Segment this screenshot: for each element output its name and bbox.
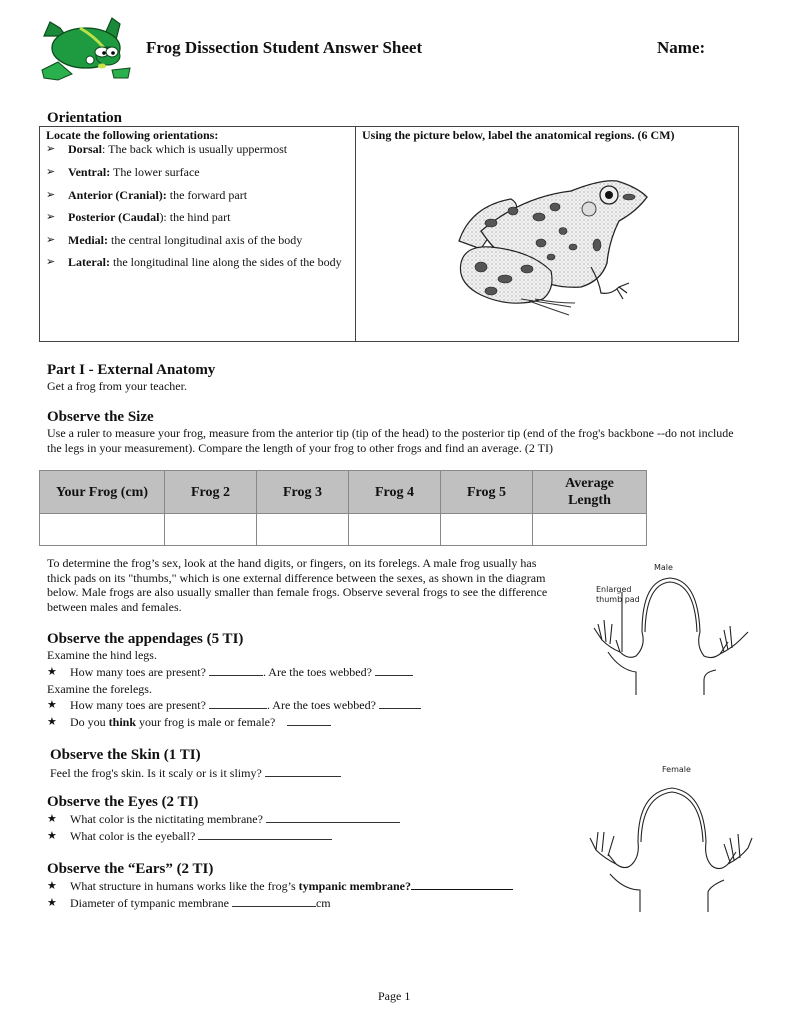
fore-toes-count-blank[interactable] (209, 697, 267, 709)
list-item: ➢ Posterior (Caudal): the hind part (46, 206, 349, 229)
list-item: ★ Do you think your frog is male or female? (47, 714, 421, 731)
list-item: ➢ Anterior (Cranial): the forward part (46, 184, 349, 207)
list-item: ★ Diameter of tympanic membrane cm (47, 896, 331, 910)
list-item: ★ How many toes are present? . Are the toes webbed? (47, 697, 421, 714)
column-header-frog-2: Frog 2 (165, 471, 257, 514)
frog-4-cell[interactable] (349, 514, 441, 546)
name-label: Name: (657, 38, 706, 57)
list-item: ➢ Ventral: The lower surface (46, 161, 349, 184)
arrow-bullet-icon: ➢ (46, 143, 56, 155)
thumb-pad-label: Enlarged thumb pad (596, 585, 640, 604)
forelegs-questions (47, 697, 421, 731)
frog-5-cell[interactable] (441, 514, 533, 546)
ears-heading: Observe the “Ears” (2 TI) (47, 861, 214, 877)
male-forelimb-diagram (580, 560, 760, 720)
size-table (39, 470, 647, 546)
list-item: ➢ Medial: the central longitudinal axis of the body (46, 229, 349, 252)
page-number: Page 1 (378, 989, 411, 1003)
ears-questions (47, 878, 513, 912)
hind-legs-questions (47, 664, 413, 681)
female-label: Female (662, 765, 691, 774)
list-item: ★ What structure in humans works like the frog’s tympanic membrane? (47, 878, 513, 895)
orientation-list-cell (40, 127, 356, 341)
hind-legs-instruction: Examine the hind legs. (47, 648, 157, 662)
tympanic-structure-blank[interactable] (411, 878, 513, 890)
labeling-instruction: Using the picture below, label the anatomical regions. (6 CM) (362, 128, 675, 142)
average-length-cell[interactable] (533, 514, 647, 546)
male-label: Male (654, 563, 673, 572)
leopard-frog-illustration-icon (451, 171, 661, 326)
appendages-heading: Observe the appendages (5 TI) (47, 631, 244, 647)
orientation-heading: Orientation (47, 110, 122, 126)
page-title: Frog Dissection Student Answer Sheet (146, 38, 423, 57)
orientation-left-heading: Locate the following orientations: (46, 128, 219, 142)
orientation-table (39, 126, 739, 342)
column-header-frog-5: Frog 5 (441, 471, 533, 514)
list-item: ➢ Lateral: the longitudinal line along the sides of the body (46, 251, 349, 274)
star-bullet-icon: ★ (47, 813, 57, 825)
table-header-row (40, 471, 647, 514)
star-bullet-icon: ★ (47, 880, 57, 892)
your-frog-cell[interactable] (40, 514, 165, 546)
star-bullet-icon: ★ (47, 897, 57, 909)
orientation-list (46, 142, 349, 274)
female-forelimb-diagram (580, 762, 760, 922)
star-bullet-icon: ★ (47, 716, 57, 728)
skin-question: Feel the frog's skin. Is it scaly or is it slimy? (50, 765, 341, 781)
column-header-average-length: Average Length (533, 471, 647, 514)
table-row (40, 514, 647, 546)
arrow-bullet-icon: ➢ (46, 233, 56, 246)
list-item: ★ What color is the nictitating membrane? (47, 811, 400, 828)
skin-heading: Observe the Skin (1 TI) (50, 747, 201, 763)
skin-answer-blank[interactable] (265, 765, 341, 777)
star-bullet-icon: ★ (47, 830, 57, 842)
part1-instruction: Get a frog from your teacher. (47, 379, 187, 393)
column-header-your-frog: Your Frog (cm) (40, 471, 165, 514)
labeling-cell (356, 127, 738, 341)
size-instruction: Use a ruler to measure your frog, measure from the anterior tip (tip of the head) to the posterior tip (end of the frog's backbone --do not include the legs in your measurement). Compare the length of your frog to other frogs and find an average. (2 TI) (47, 426, 734, 455)
sex-determination-text: To determine the frog’s sex, look at the hand digits, or fingers, on its forelegs. A male frog usually has thick pads on its "thumbs," which is one external difference between the sexes, as shown in the diagram below. Male frogs are also usually smaller than female frogs. Observe several frogs to see the difference between males and females. (47, 556, 548, 615)
eyeball-color-blank[interactable] (198, 828, 332, 840)
column-header-frog-4: Frog 4 (349, 471, 441, 514)
star-bullet-icon: ★ (47, 699, 57, 711)
list-item: ➢ Dorsal: The back which is usually uppermost (46, 142, 288, 156)
list-item: ★ What color is the eyeball? (47, 828, 400, 845)
star-bullet-icon: ★ (47, 666, 57, 678)
frog-2-cell[interactable] (165, 514, 257, 546)
fore-toes-webbed-blank[interactable] (379, 697, 421, 709)
forelegs-instruction: Examine the forelegs. (47, 682, 152, 696)
sex-answer-blank[interactable] (287, 714, 331, 726)
frog-3-cell[interactable] (257, 514, 349, 546)
eyes-questions (47, 811, 400, 845)
hind-toes-count-blank[interactable] (209, 664, 263, 676)
arrow-bullet-icon: ➢ (46, 211, 56, 223)
size-heading: Observe the Size (47, 409, 154, 425)
hind-toes-webbed-blank[interactable] (375, 664, 413, 676)
male-frog-outline-icon (580, 560, 760, 720)
part1-heading: Part I - External Anatomy (47, 362, 216, 378)
eyes-heading: Observe the Eyes (2 TI) (47, 794, 199, 810)
female-frog-outline-icon (580, 762, 760, 922)
arrow-bullet-icon: ➢ (46, 256, 56, 268)
arrow-bullet-icon: ➢ (46, 188, 56, 201)
tympanic-diameter-blank[interactable] (232, 895, 316, 907)
nictitating-membrane-blank[interactable] (266, 811, 400, 823)
arrow-bullet-icon: ➢ (46, 166, 56, 178)
list-item: ★ How many toes are present? . Are the toes webbed? (47, 664, 413, 681)
column-header-frog-3: Frog 3 (257, 471, 349, 514)
frog-logo-icon (38, 14, 134, 82)
